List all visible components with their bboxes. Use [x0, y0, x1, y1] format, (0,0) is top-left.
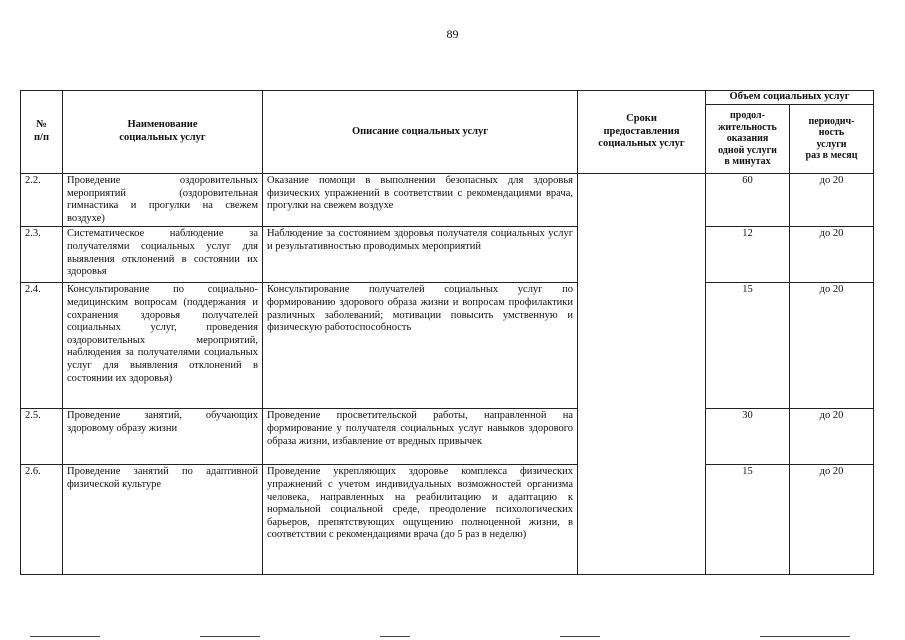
page-number: 89 — [446, 27, 459, 41]
bottom-rule — [560, 636, 600, 637]
duration-value: 12 — [706, 227, 790, 283]
header-terms: Сроки предоставления социальных услуг — [578, 91, 706, 174]
terms-cell — [578, 174, 706, 575]
header-name: Наименование социальных услуг — [63, 91, 263, 174]
table-row — [21, 174, 874, 227]
header-description: Описание социальных услуг — [263, 91, 578, 174]
service-description: Проведение просветительской работы, направленной на формирование у получателя социальных услуг навыков здорового образа жизни, избавление от вредных привычек — [263, 409, 578, 465]
table-row — [21, 465, 874, 575]
header-frequency: периодич- ность услуги раз в месяц — [790, 104, 874, 173]
service-name: Систематическое наблюдение за получателями социальных услуг для выявления отклонений в состоянии их здоровья — [63, 227, 263, 283]
row-number: 2.4. — [21, 283, 63, 409]
frequency-value: до 20 — [790, 465, 874, 575]
header-duration: продол- жительность оказания одной услуги в минутах — [706, 104, 790, 173]
frequency-value: до 20 — [790, 409, 874, 465]
duration-value: 15 — [706, 465, 790, 575]
service-description: Консультирование получателей социальных услуг по формированию здорового образа жизни и вопросам профилактики различных заболеваний; мотивации повысить умственную и физическую работоспособность — [263, 283, 578, 409]
service-name: Консультирование по социально-медицинским вопросам (поддержания и сохранения здоровья получателей социальных услуг, проведения оздоровительных мероприятий, наблюдения за получателями социальных услуг для выявления отклонений в состоянии их здоровья) — [63, 283, 263, 409]
header-volume-group: Объем социальных услуг — [706, 91, 874, 105]
frequency-value: до 20 — [790, 283, 874, 409]
bottom-rule — [30, 636, 100, 637]
duration-value: 30 — [706, 409, 790, 465]
header-number: № п/п — [21, 91, 63, 174]
service-description: Оказание помощи в выполнении безопасных для здоровья физических упражнений в соответствии с рекомендациями врача, прогулки на свежем воздухе — [263, 174, 578, 227]
service-description: Наблюдение за состоянием здоровья получателя социальных услуг и результативностью проводимых мероприятий — [263, 227, 578, 283]
table-row — [21, 283, 874, 409]
bottom-rule — [200, 636, 260, 637]
service-name: Проведение оздоровительных мероприятий (оздоровительная гимнастика и прогулки на свежем воздухе) — [63, 174, 263, 227]
table-row — [21, 409, 874, 465]
frequency-value: до 20 — [790, 227, 874, 283]
bottom-rule — [380, 636, 410, 637]
row-number: 2.2. — [21, 174, 63, 227]
row-number: 2.3. — [21, 227, 63, 283]
row-number: 2.5. — [21, 409, 63, 465]
header-row — [21, 91, 874, 105]
duration-value: 15 — [706, 283, 790, 409]
table-row — [21, 227, 874, 283]
service-description: Проведение укрепляющих здоровье комплекса физических упражнений с учетом индивидуальных возможностей организма человека, направленных на реабилитацию и адаптацию к нормальной социальной среде, преодоление психологических барьеров, препятствующих ощущению полноценной жизни, в соответствии с рекомендациями врача (до 5 раз в неделю) — [263, 465, 578, 575]
bottom-rule — [760, 636, 850, 637]
row-number: 2.6. — [21, 465, 63, 575]
service-name: Проведение занятий по адаптивной физической культуре — [63, 465, 263, 575]
social-services-table — [20, 90, 874, 575]
duration-value: 60 — [706, 174, 790, 227]
service-name: Проведение занятий, обучающих здоровому образу жизни — [63, 409, 263, 465]
frequency-value: до 20 — [790, 174, 874, 227]
